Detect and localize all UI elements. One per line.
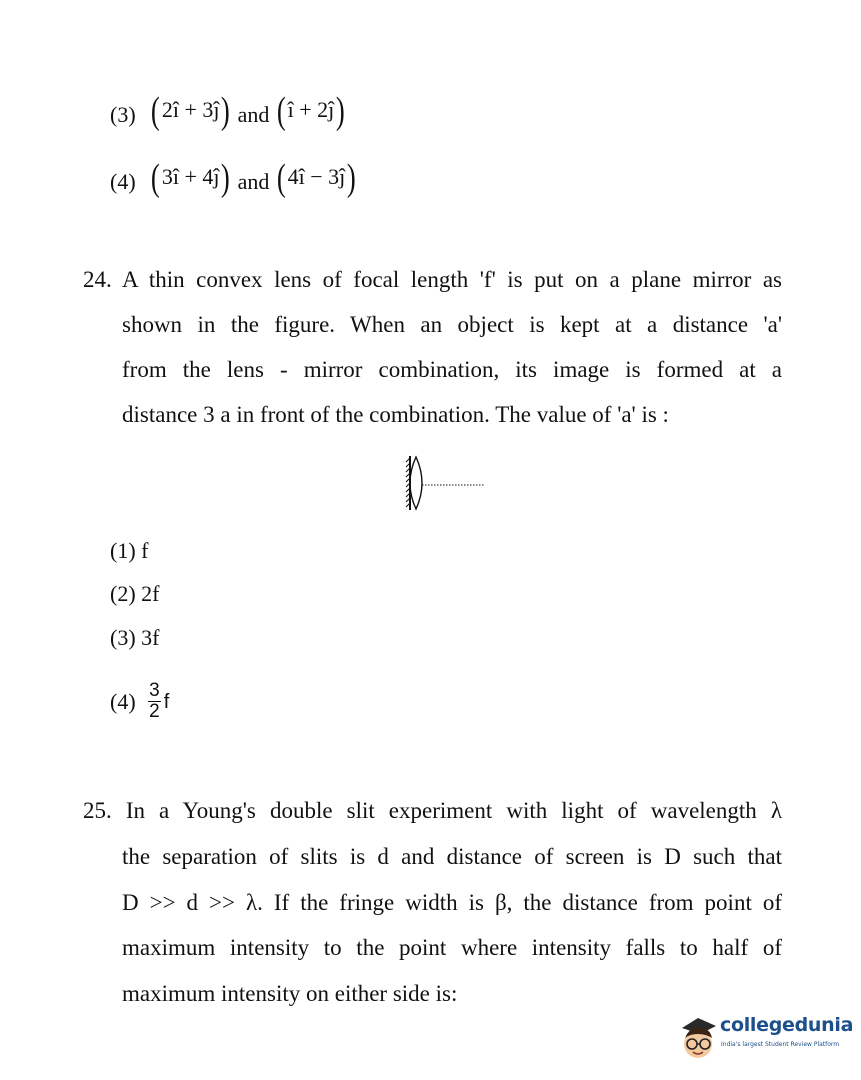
question-24-line-4: distance 3 a in front of the combination. The value of 'a' is :: [122, 402, 669, 427]
question-25-line-1: 25. In a Young's double slit experiment with light of wavelength λ: [83, 798, 782, 823]
prev-option-4: (4) ( 3î + 4ĵ ) and ( 4î − 3ĵ ): [110, 157, 356, 199]
question-25-line-4: maximum intensity to the point where intensity falls to half of: [122, 935, 782, 960]
question-25-line-3: D >> d >> λ. If the fringe width is β, the distance from point of: [122, 890, 782, 915]
q24-option-1: (1) f: [110, 538, 149, 563]
question-24-line-1: 24. A thin convex lens of focal length 'f' is put on a plane mirror as: [83, 267, 782, 292]
question-25-line-5: maximum intensity on either side is:: [122, 981, 458, 1006]
vector-1: ( 3î + 4ĵ ): [151, 157, 231, 199]
q24-option-3: (3) 3f: [110, 625, 160, 650]
vector-1: ( 2î + 3ĵ ): [151, 90, 231, 132]
vector-2: ( î + 2ĵ ): [276, 90, 345, 132]
prev-option-3: (3) ( 2î + 3ĵ ) and ( î + 2ĵ ): [110, 90, 345, 132]
convex-lens: [410, 457, 422, 509]
question-25-line-2: the separation of slits is d and distance of screen is D such that: [122, 844, 782, 869]
question-24-line-3: from the lens - mirror combination, its image is formed at a: [122, 357, 782, 382]
lens-mirror-figure: [398, 452, 488, 514]
collegedunia-logo: [676, 1010, 854, 1066]
brand-name: collegedunia: [720, 1014, 854, 1036]
q24-option-2: (2) 2f: [110, 581, 160, 606]
mascot-icon: [676, 1010, 720, 1066]
brand-tagline: India's largest Student Review Platform: [721, 1041, 840, 1048]
fraction: $\frac{3}{2}$: [149, 680, 160, 723]
q24-option-4: (4) $\frac{3}{2}$ f: [110, 680, 170, 723]
vector-2: ( 4î − 3ĵ ): [276, 157, 356, 199]
question-24-line-2: shown in the figure. When an object is kept at a distance 'a': [122, 312, 782, 337]
